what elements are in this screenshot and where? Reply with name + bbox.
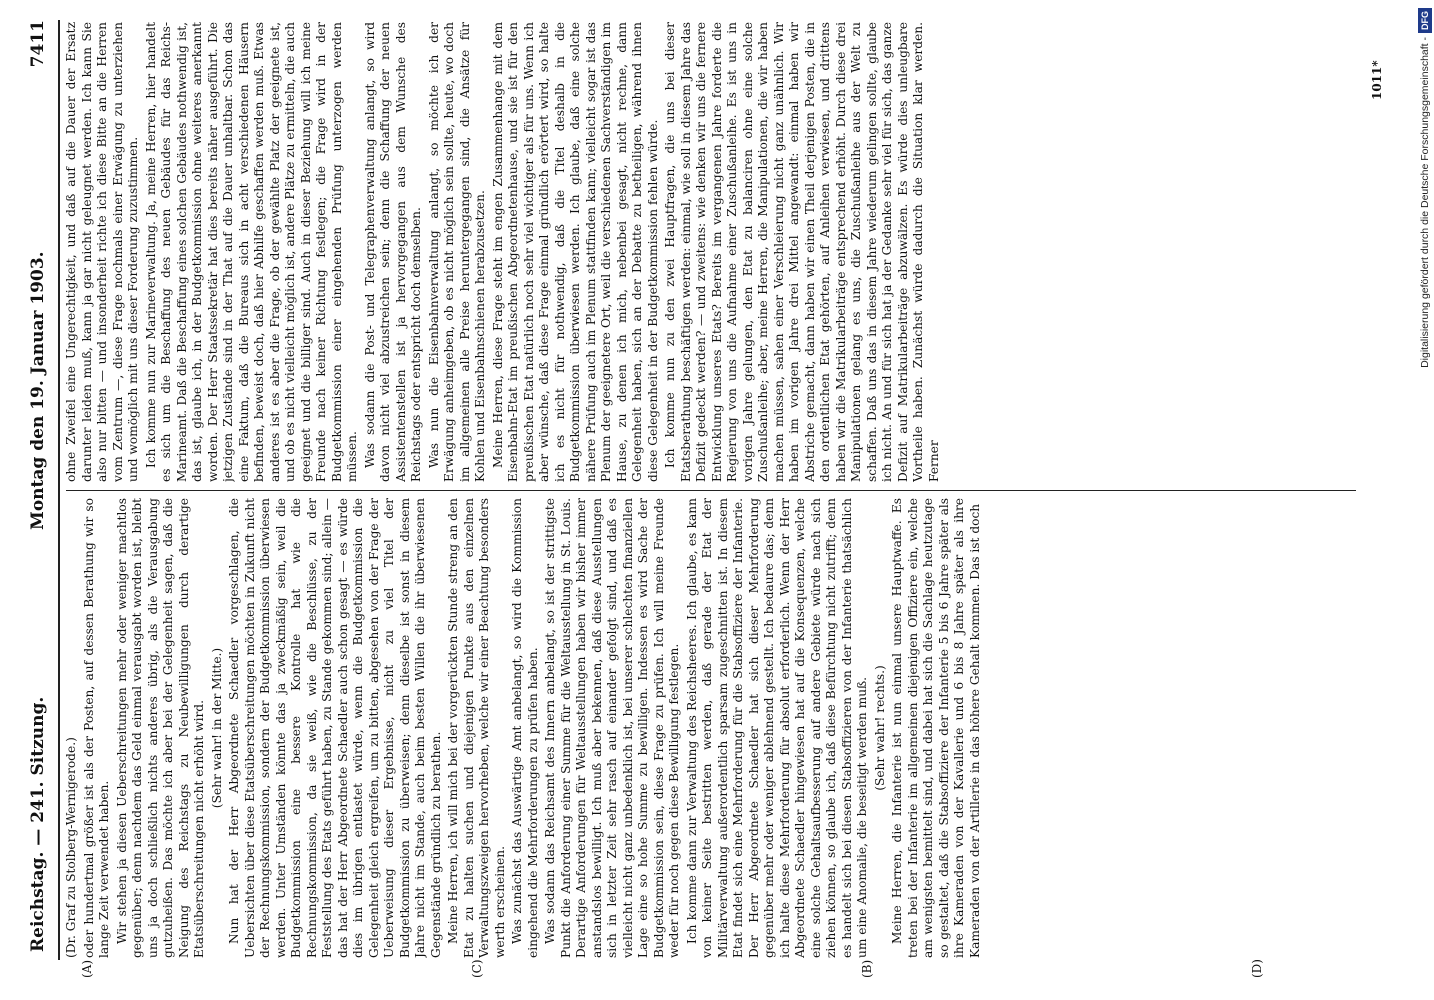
paragraph: Was sodann das Reichsamt des Innern anbelangt, so ist der strittigste Punkt die Anforderung einer Summe für die Weltausstellung in St. Louis. Derartige Anforderungen für Weltausstellungen haben wir bisher immer anstandslos bewilligt. Ich muß aber bekennen, daß diese Ausstellungen sich in letzter Zeit sehr rasch auf einander gefolgt sind, und daß es vielleicht nicht ganz unbedenklich ist, bei unserer schlechten finanziellen Lage eine so hohe Summe zu bewilligen. Indessen es wird Sache der Budgetkommission sein, diese Frage zu prüfen. Ich will meine Freunde weder für noch gegen diese Bewilligung festlegen. xyxy=(543,498,681,958)
paragraph: Ich komme nun zur Marineverwaltung. Ja, meine Herren, hier handelt es sich um die Beschaffung des neuen Gebäudes für das Reichs-Marineamt. Daß die Beschaffung eines solchen Gebäudes nothwendig ist, das ist, glaube ich, in der Budgetkommission ohne weiteres anerkannt worden. Der Herr Staatssekretär hat dies bereits näher ausgeführt. Die jetzigen Zustände sind in der That auf die Dauer unhaltbar. Schon das eine Faktum, daß die Bureaus sich in acht verschiedenen Häusern befinden, beweist doch, daß hier Abhilfe geschaffen werden muß. Etwas anderes ist es aber die Frage, ob der gewählte Platz der geeignete ist, und ob es nicht vielleicht möglich ist, andere Plätze zu ermitteln, die auch geeignet und die billiger sind. Auch in dieser Beziehung will ich meine Freunde nach keiner Richtung festlegen; die Frage wird in der Budgetkommission einer eingehenden Prüfung unterzogen werden müssen. xyxy=(143,22,359,482)
header-rule xyxy=(58,20,60,960)
paragraph: Meine Herren, diese Frage steht im engen Zusammenhange mit dem Eisenbahn-Etat im preußischen Abgeordnetenhause, und sie ist für den preußischen Etat natürlich noch sehr viel wichtiger als für uns. Wenn ich aber wünsche, daß diese Frage einmal gründlich erörtert wird, so halte ich es nicht für nothwendig, daß die Titel deshalb in die Budgetkommission überwiesen werden. Ich glaube, daß eine solche nähere Prüfung auch im Plenum stattfinden kann; vielleicht sogar ist das Plenum der geeignetere Ort, weil die verschiedenen Sachverständigen im Hause, zu denen ich mich, nebenbei gesagt, nicht rechne, dann Gelegenheit haben, sich an der Debatte zu betheiligen, während ihnen diese Gelegenheit in der Budgetkommission fehlen würde. xyxy=(490,22,660,482)
margin-marker-b: (B) xyxy=(860,959,874,978)
paragraph: Ich komme dann zur Verwaltung des Reichsheeres. Ich glaube, es kann von keiner Seite bestritten werden, daß gerade der Etat der Militärverwaltung außerordentlich sparsam zugeschnitten ist. In diesem Etat findet sich eine Mehrforderung für die Stabsoffiziere der Infanterie. Der Herr Abgeordnete Schaedler hat sich dieser Mehrforderung gegenüber mehr oder weniger ablehnend gestellt. Ich bedaure das; denn ich halte diese Mehrforderung für absolut erforderlich. Wenn der Herr Abgeordnete Schaedler hingewiesen hat auf die Konsequenzen, welche eine solche Gehaltsaufbesserung auf andere Gebiete würde nach sich ziehen können, so glaube ich, daß diese Befürchtung nicht zutrifft; denn es handelt sich bei diesen Stabsoffizieren von der Infanterie thatsächlich um eine Anomalie, die beseitigt werden muß. xyxy=(684,498,869,958)
credit-text: Digitalisierung gefördert durch die Deutsche Forschungsgemeinschaft - xyxy=(1419,37,1431,368)
credit-text-wrap xyxy=(1418,8,1432,988)
margin-marker-c: (C) xyxy=(470,959,484,978)
header-date: Montag den 19. Januar 1903. xyxy=(28,251,48,530)
paragraph: Was nun die Eisenbahnverwaltung anlangt, so möchte ich der Erwägung anheimgeben, ob es nicht möglich sein sollte, heute, wo doch im allgemeinen alle Preise heruntergegangen sind, die Ansätze für Kohlen und Eisenbahnschienen herabzusetzen. xyxy=(426,22,487,482)
signature-mark: 1011* xyxy=(1370,60,1384,100)
paragraph: Meine Herren, die Infanterie ist nun einmal unsere Hauptwaffe. Es treten bei der Infanterie im allgemeinen diejenigen Offiziere ein, welche am wenigsten bemittelt sind, und dabei hat sich die Sachlage heutzutage so gestaltet, daß die Stabsoffiziere der Infanterie 5 bis 6 Jahre später als ihre Kameraden von der Kavallerie und 6 bis 8 Jahre später als ihre Kameraden von der Artillerie in das höhere Gehalt kommen. Das ist doch xyxy=(890,498,982,958)
paragraph: oder hundertmal größer ist als der Posten, auf dessen Berathung wir so lange Zeit verwendet haben. xyxy=(81,498,111,958)
paragraph: Was sodann die Post- und Telegraphenverwaltung anlangt, so wird davon nicht viel abzustreichen sein; denn die Schaffung der neuen Assistentenstellen ist ja hervorgegangen aus dem Wunsche des Reichstags oder entspricht doch demselben. xyxy=(362,22,423,482)
right-column xyxy=(64,22,1364,482)
dfg-logo-icon: DFG xyxy=(1418,8,1432,33)
paragraph: Wir stehen ja diesen Ueberschreitungen mehr oder weniger machtlos gegenüber; denn nachdem das Geld einmal verausgabt worden ist, bleibt uns ja doch schließlich nichts anderes übrig, als die Verausgabung gutzuheißen. Das möchte ich aber bei der Gelegenheit sagen, daß die Neigung des Reichstags zu Neubewilligungen durch derartige Etatsüberschreitungen nicht erhöht wird. xyxy=(114,498,206,958)
speaker-note: (Dr. Graf zu Stolberg-Wernigerode.) xyxy=(64,737,78,958)
credit-strip xyxy=(1418,8,1432,988)
interjection: (Sehr wahr! rechts.) xyxy=(872,665,887,791)
margin-marker-a: (A) xyxy=(80,959,94,978)
paragraph: Ich komme nun zu den zwei Hauptfragen, die uns bei dieser Etatsberathung beschäftigen werden: einmal, wie soll in diesem Jahre das Defizit gedeckt werden? — und zweitens: wie denken wir uns die fernere Entwicklung unseres Etats? Bereits im vergangenen Jahre forderte die Regierung von uns die Aufnahme einer Zuschußanleihe. Es ist uns in vorigen Jahre gelungen, den Etat zu balanciren ohne eine solche Zuschußanleihe; aber, meine Herren, die Manipulationen, die wir haben machen müssen, sahen einer Verschleierung nicht ganz unähnlich. Wir haben im vorigen Jahre drei Mittel angewandt: einmal haben wir Abstriche gemacht, dann haben wir einen Theil derjenigen Posten, die in den ordentlichen Etat gehörten, auf Anleihen verwiesen, und drittens haben wir die Matrikularbeiträge entsprechend erhöht. Durch diese drei Manipulationen gelang es uns, die Zuschußanleihe aus der Welt zu schaffen. Daß uns das in diesem Jahre wiederum gelingen sollte, glaube ich nicht. An und für sich hat ja der Gedanke sehr viel für sich, das ganze Defizit auf Matrikularbeiträge abzuwälzen. Es würde dies unleugbare Vortheile haben. Zunächst würde dadurch die Situation klar werden. Ferner xyxy=(663,22,941,482)
header-session: Reichstag. — 241. Sitzung. xyxy=(28,696,48,952)
left-column xyxy=(64,498,1374,958)
column-divider xyxy=(66,490,1356,491)
paragraph: Was zunächst das Auswärtige Amt anbelangt, so wird die Kommission eingehend die Mehrforderungen zu prüfen haben. xyxy=(510,498,540,958)
paragraph: Meine Herren, ich will mich bei der vorgerückten Stunde streng an den Etat zu halten suchen und diejenigen Punkte aus den einzelnen Verwaltungszweigen hervorheben, welche wir einer Beachtung besonders werth erscheinen. xyxy=(446,498,507,958)
page-number: 7411 xyxy=(28,20,48,68)
page-header xyxy=(28,20,54,960)
interjection: (Sehr wahr! in der Mitte.) xyxy=(209,647,224,809)
paragraph: ohne Zweifel eine Ungerechtigkeit, und daß auf die Dauer der Ersatz darunter leiden muß, kann ja gar nicht geleugnet werden. Ich kann Sie also nur bitten — und insonderheit richte ich diese Bitte an die Herren vom Zentrum —, diese Frage nochmals einer Erwägung zu unterziehen und womöglich mit uns dieser Forderung zuzustimmen. xyxy=(64,22,140,482)
margin-marker-d: (D) xyxy=(1250,959,1264,978)
paragraph: Nun hat der Herr Abgeordnete Schaedler vorgeschlagen, die Uebersichten über diese Etatsüberschreitungen möchten in Zukunft nicht der Rechnungskommission, sondern der Budgetkommission überwiesen werden. Unter Umständen könnte das ja zweckmäßig sein, weil die Budgetkommission eine bessere Kontrolle hat wie die Rechnungskommission, da sie weiß, wie die Beschlüsse, zu der Feststellung des Etats geführt haben, zu Stande gekommen sind; allein — das hat der Herr Abgeordnete Schaedler auch schon gesagt — es würde dies im übrigen entlastet würde, wenn die Budgetkommission die Gelegenheit gleich ergreifen, um zu bitten, abgesehen von der Frage der Ueberweisung dieser Ergebnisse, nicht zu viel Titel der Budgetkommission zu überweisen; denn dieselbe ist sonst in diesem Jahre nicht im Stande, auch beim besten Willen die ihr überwiesenen Gegenstände gründlich zu berathen. xyxy=(227,498,443,958)
